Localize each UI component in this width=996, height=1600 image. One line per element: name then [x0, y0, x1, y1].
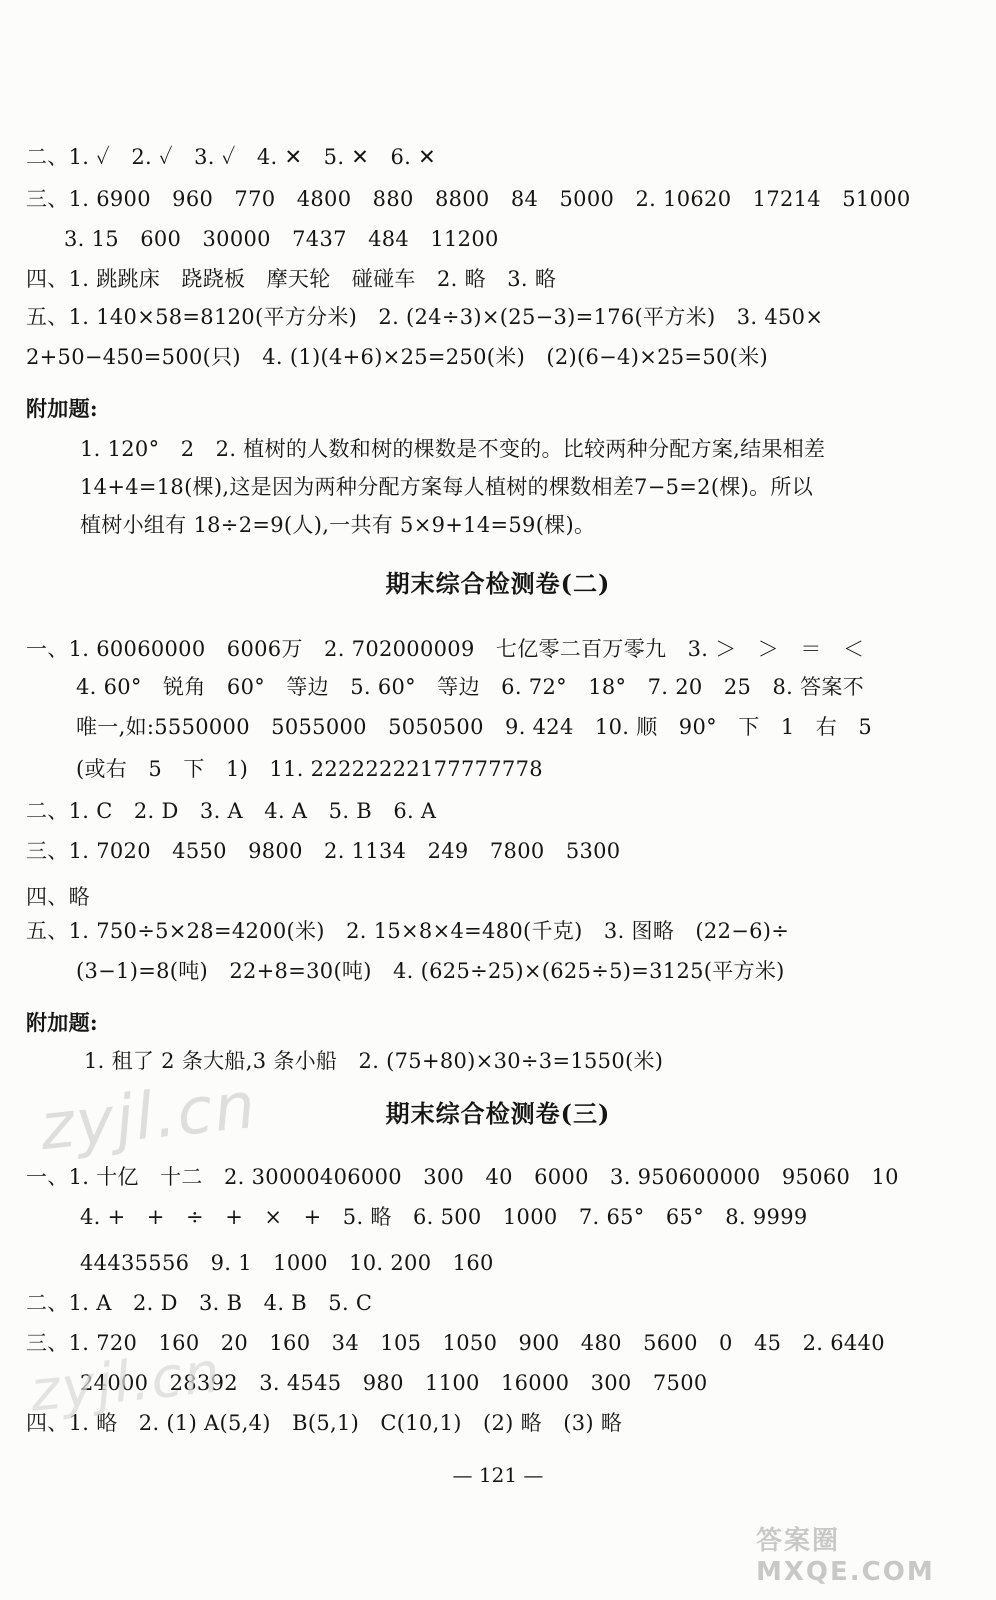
answer-line: 五、1. 140×58=8120(平方分米) 2. (24÷3)×(25−3)=176(平方米) 3. 450× — [26, 305, 824, 329]
watermark-logo: 答案圈 MXQE.COM — [756, 1526, 935, 1587]
answer-line: (3−1)=8(吨) 22+8=30(吨) 4. (625÷25)×(625÷5)=3125(平方米) — [76, 959, 785, 983]
answer-line: 三、1. 6900 960 770 4800 880 8800 84 5000 2. 10620 17214 51000 — [26, 187, 911, 211]
answer-line: 一、1. 60060000 6006万 2. 702000009 七亿零二百万零九 3. ＞ ＞ ＝ ＜ — [26, 637, 865, 661]
answer-line: 二、1. A 2. D 3. B 4. B 5. C — [26, 1291, 373, 1315]
section-heading: 附加题: — [26, 1010, 98, 1035]
answer-line: 四、1. 跳跳床 跷跷板 摩天轮 碰碰车 2. 略 3. 略 — [26, 267, 557, 291]
section-title: 期末综合检测卷(三) — [385, 1099, 611, 1128]
page-number: — 121 — — [452, 1463, 544, 1487]
answer-line: 24000 28392 3. 4545 980 1100 16000 300 7500 — [80, 1371, 708, 1395]
answer-line: (或右 5 下 1) 11. 22222222177777778 — [76, 757, 543, 781]
answer-line: 五、1. 750÷5×28=4200(米) 2. 15×8×4=480(千克) 3. 图略 (22−6)÷ — [26, 919, 790, 943]
answer-line: 二、1. ✓ 2. ✓ 3. ✓ 4. ✕ 5. ✕ 6. ✕ — [26, 145, 436, 169]
answer-line: 一、1. 十亿 十二 2. 30000406000 300 40 6000 3. 950600000 95060 10 — [26, 1165, 899, 1189]
answer-line: 44435556 9. 1 1000 10. 200 160 — [80, 1251, 494, 1275]
answer-line: 四、1. 略 2. (1) A(5,4) B(5,1) C(10,1) (2) 略 (3) 略 — [26, 1411, 623, 1435]
answer-line: 1. 租了 2 条大船,3 条小船 2. (75+80)×30÷3=1550(米) — [84, 1049, 664, 1073]
answer-line: 二、1. C 2. D 3. A 4. A 5. B 6. A — [26, 799, 437, 823]
answer-line: 4. 60° 锐角 60° 等边 5. 60° 等边 6. 72° 18° 7. 20 25 8. 答案不 — [76, 675, 865, 699]
watermark: zyjl.cn — [27, 1340, 225, 1425]
answer-line: 三、1. 7020 4550 9800 2. 1134 249 7800 5300 — [26, 839, 621, 863]
answer-line: 3. 15 600 30000 7437 484 11200 — [64, 227, 499, 251]
answer-line: 2+50−450=500(只) 4. (1)(4+6)×25=250(米) (2)(6−4)×25=50(米) — [26, 345, 768, 369]
answer-line: 四、略 — [26, 885, 90, 909]
answer-line: 三、1. 720 160 20 160 34 105 1050 900 480 5600 0 45 2. 6440 — [26, 1331, 885, 1355]
answer-line: 14+4=18(棵),这是因为两种分配方案每人植树的棵数相差7−5=2(棵)。所以 — [80, 475, 814, 499]
answer-line: 植树小组有 18÷2=9(人),一共有 5×9+14=59(棵)。 — [80, 513, 596, 537]
watermark: zyjl.cn — [36, 1068, 261, 1166]
answer-line: 唯一,如:5550000 5055000 5050500 9. 424 10. 顺 90° 下 1 右 5 — [76, 715, 873, 739]
answer-line: 1. 120° 2 2. 植树的人数和树的棵数是不变的。比较两种分配方案,结果相差 — [80, 437, 826, 461]
answer-line: 4. + + ÷ + × + 5. 略 6. 500 1000 7. 65° 65° 8. 9999 — [80, 1205, 808, 1229]
section-heading: 附加题: — [26, 396, 98, 421]
section-title: 期末综合检测卷(二) — [385, 569, 611, 598]
